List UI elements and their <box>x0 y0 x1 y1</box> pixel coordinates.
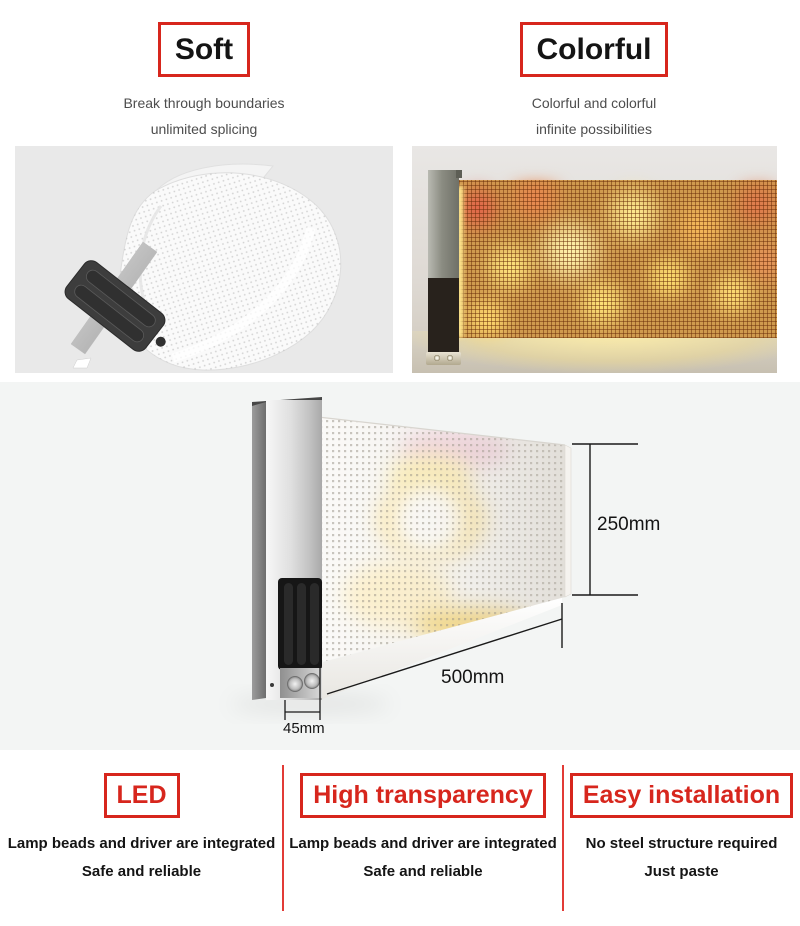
colorful-subtitle-line-2: infinite possibilities <box>536 121 652 137</box>
colorful-title-box <box>520 22 669 77</box>
soft-subtitle-line-1: Break through boundaries <box>123 95 285 111</box>
easy-installation-desc-line-1: No steel structure required <box>585 834 778 852</box>
led-title: LED <box>116 781 167 809</box>
driver-bar-dark-section <box>428 278 459 358</box>
led-desc-line-1: Lamp beads and driver are integrated <box>7 834 276 852</box>
soft-led-film-photo <box>15 146 393 373</box>
high-transparency-desc-line-1: Lamp beads and driver are integrated <box>289 834 557 852</box>
bottom-features-row <box>0 760 800 926</box>
easy-installation-title-box <box>570 773 793 818</box>
soft-title: Soft <box>174 33 234 66</box>
high-transparency-desc-line-2: Safe and reliable <box>363 862 483 880</box>
height-dimension-label: 250mm <box>597 514 661 535</box>
soft-subtitle-line-2: unlimited splicing <box>150 121 258 137</box>
led-desc-line-2: Safe and reliable <box>81 862 202 880</box>
colorful-title: Colorful <box>536 33 652 66</box>
feature-easy-installation <box>563 760 800 886</box>
glowing-led-panel <box>459 180 777 338</box>
soft-title-box <box>158 22 250 77</box>
depth-dimension-label: 45mm <box>283 720 325 737</box>
led-title-box <box>104 773 180 818</box>
feature-led <box>0 760 283 886</box>
easy-installation-desc-line-2: Just paste <box>644 862 719 880</box>
width-dimension-label: 500mm <box>441 667 505 688</box>
soft-led-film-illustration <box>15 146 393 373</box>
feature-soft-header <box>4 22 404 77</box>
feature-colorful-header <box>394 22 794 77</box>
feature-high-transparency <box>283 760 563 886</box>
dimensions-diagram <box>0 382 800 750</box>
high-transparency-title: High transparency <box>313 781 533 809</box>
led-pixel-grid <box>459 180 777 338</box>
easy-installation-title: Easy installation <box>582 781 781 809</box>
driver-bar-end-cap <box>426 352 461 365</box>
high-transparency-title-box <box>300 773 546 818</box>
colorful-led-panel-photo <box>412 146 777 373</box>
colorful-subtitle-line-1: Colorful and colorful <box>531 95 657 111</box>
panel-dimension-drawing <box>0 382 800 750</box>
